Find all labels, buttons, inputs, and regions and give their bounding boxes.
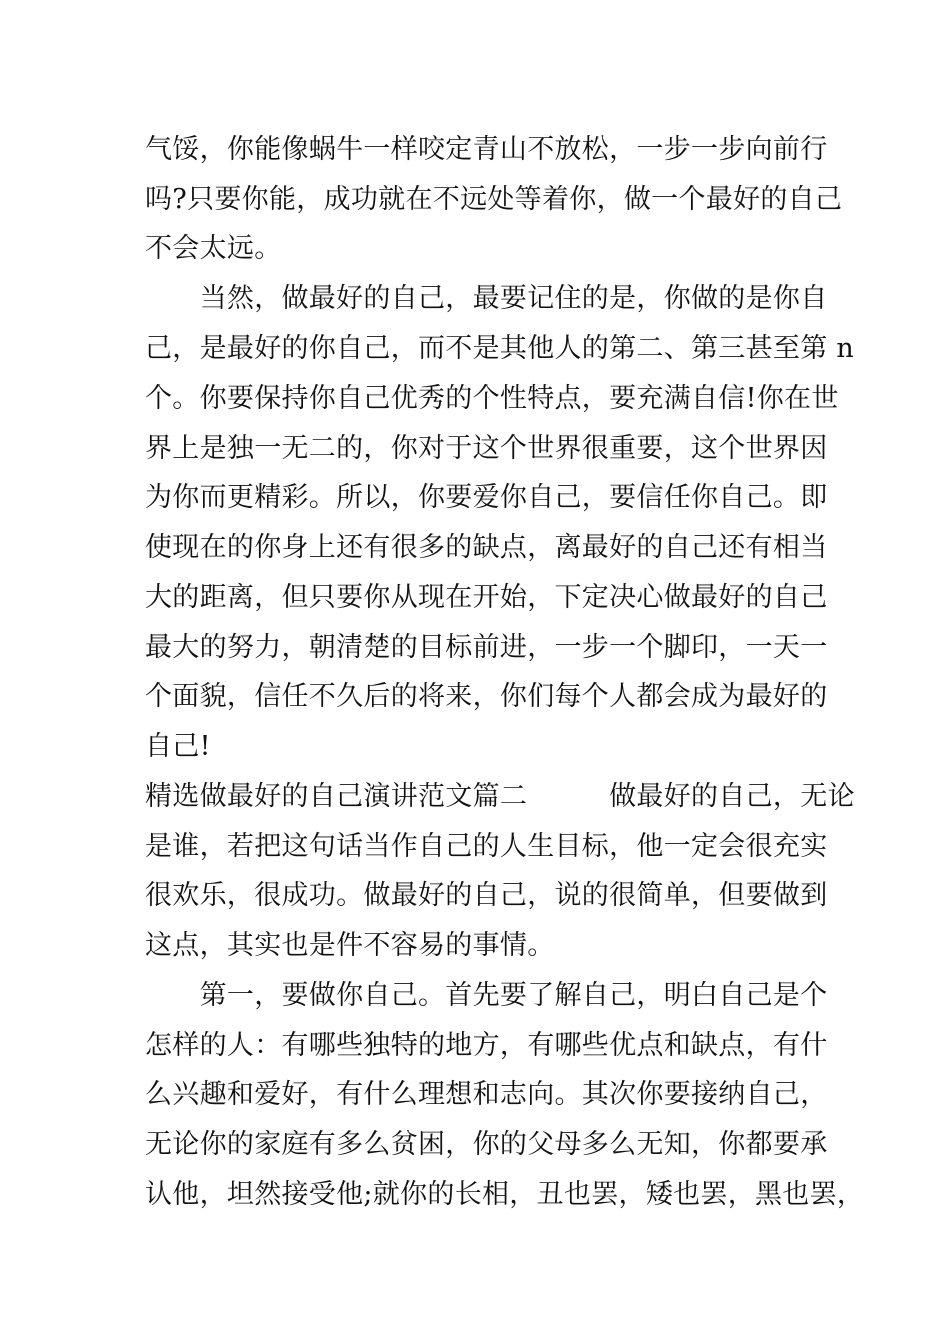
text-line: 己，是最好的你自己，而不是其他人的第二、第三甚至第 n: [145, 333, 855, 364]
paragraph-start-line: 当然，做最好的自己，最要记住的是，你做的是你自: [145, 283, 828, 314]
text-line: 是谁，若把这句话当作自己的人生目标，他一定会很充实: [145, 831, 828, 862]
text-line: 怎样的人：有哪些独特的地方，有哪些优点和缺点，有什: [145, 1030, 828, 1061]
text-line: 气馁，你能像蜗牛一样咬定青山不放松，一步一步向前行: [145, 134, 828, 165]
text-line: 不会太远。: [145, 233, 282, 264]
text-line: 为你而更精彩。所以，你要爱你自己，要信任你自己。即: [145, 482, 828, 513]
text-line: 自己!: [145, 731, 211, 762]
text-line: 无论你的家庭有多么贫困，你的父母多么无知，你都要承: [145, 1129, 828, 1160]
text-line: 个面貌，信任不久后的将来，你们每个人都会成为最好的: [145, 681, 828, 712]
text-line: 么兴趣和爱好，有什么理想和志向。其次你要接纳自己，: [145, 1079, 828, 1110]
paragraph-start-line: 第一，要做你自己。首先要了解自己，明白自己是个: [145, 980, 828, 1011]
text-line: 这点，其实也是件不容易的事情。: [145, 930, 555, 961]
text-line: 大的距离，但只要你从现在开始，下定决心做最好的自己: [145, 582, 828, 613]
text-line: 很欢乐，很成功。做最好的自己，说的很简单，但要做到: [145, 880, 828, 911]
text-line: 个。你要保持你自己优秀的个性特点，要充满自信!你在世: [145, 383, 839, 414]
text-line: 使现在的你身上还有很多的缺点，离最好的自己还有相当: [145, 532, 828, 563]
text-line: 最大的努力，朝清楚的目标前进，一步一个脚印，一天一: [145, 632, 828, 663]
text-line: 认他，坦然接受他;就你的长相，丑也罢，矮也罢，黑也罢，: [145, 1179, 865, 1210]
text-line: 界上是独一无二的，你对于这个世界很重要，这个世界因: [145, 433, 828, 464]
text-line: 吗?只要你能，成功就在不远处等着你，做一个最好的自己: [145, 184, 843, 215]
section-heading-line: 精选做最好的自己演讲范文篇二 做最好的自己，无论: [145, 781, 855, 812]
